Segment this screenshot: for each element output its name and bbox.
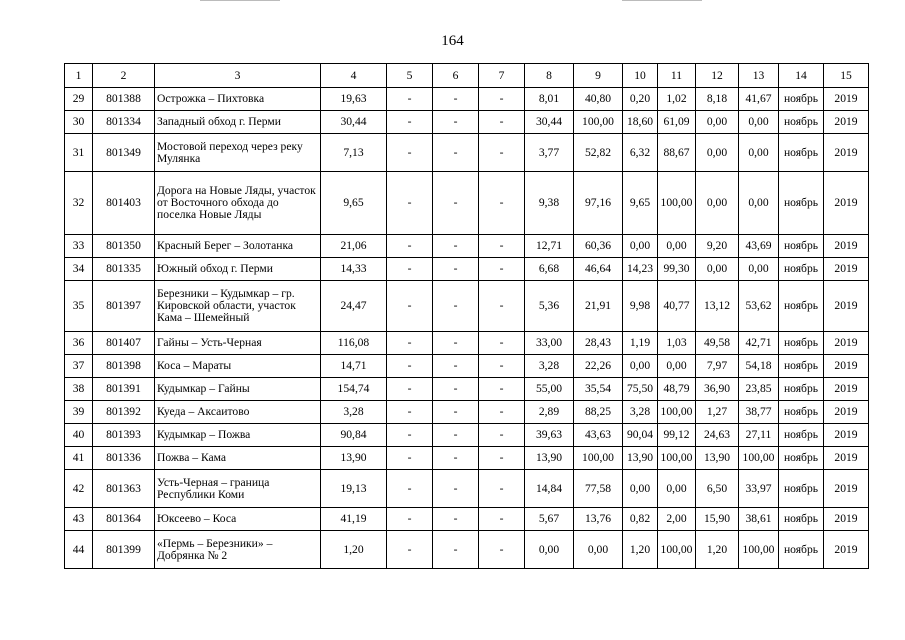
table-cell: - bbox=[387, 470, 433, 508]
table-cell: - bbox=[479, 447, 525, 470]
table-cell: 2019 bbox=[824, 172, 869, 235]
table-cell: 801407 bbox=[93, 332, 155, 355]
column-header: 1 bbox=[65, 64, 93, 88]
table-cell: ноябрь bbox=[779, 508, 824, 531]
table-cell: 13,90 bbox=[623, 447, 658, 470]
table-cell: - bbox=[433, 508, 479, 531]
table-cell: - bbox=[387, 332, 433, 355]
table-cell: 3,28 bbox=[623, 401, 658, 424]
table-cell: 9,38 bbox=[525, 172, 574, 235]
table-cell: 35 bbox=[65, 281, 93, 332]
table-cell: 90,84 bbox=[321, 424, 387, 447]
page-number: 164 bbox=[441, 33, 464, 49]
table-cell: 2019 bbox=[824, 447, 869, 470]
table-cell: 0,00 bbox=[658, 235, 696, 258]
table-cell: 36 bbox=[65, 332, 93, 355]
table-cell: 60,36 bbox=[574, 235, 623, 258]
table-cell: ноябрь bbox=[779, 258, 824, 281]
table-cell: 30 bbox=[65, 111, 93, 134]
table-cell: 8,01 bbox=[525, 88, 574, 111]
table-cell: - bbox=[433, 378, 479, 401]
table-row bbox=[65, 258, 869, 281]
table-row bbox=[65, 378, 869, 401]
table-cell: - bbox=[387, 401, 433, 424]
table-cell: 99,12 bbox=[658, 424, 696, 447]
table-cell: 13,90 bbox=[321, 447, 387, 470]
table-cell: 0,00 bbox=[658, 470, 696, 508]
table-cell: 23,85 bbox=[739, 378, 779, 401]
table-cell: 41,19 bbox=[321, 508, 387, 531]
table-cell: - bbox=[479, 235, 525, 258]
table-cell: - bbox=[479, 88, 525, 111]
table-row bbox=[65, 111, 869, 134]
table-cell: 2019 bbox=[824, 401, 869, 424]
table-cell: 24,63 bbox=[696, 424, 739, 447]
column-header: 4 bbox=[321, 64, 387, 88]
table-cell: 1,19 bbox=[623, 332, 658, 355]
table-cell: 100,00 bbox=[739, 447, 779, 470]
road-name-cell: Дорога на Новые Ляды, участок от Восточного обхода до поселка Новые Ляды bbox=[155, 172, 321, 235]
table-cell: 40,80 bbox=[574, 88, 623, 111]
table-cell: 0,00 bbox=[696, 172, 739, 235]
table-cell: 88,25 bbox=[574, 401, 623, 424]
table-cell: 75,50 bbox=[623, 378, 658, 401]
table-cell: 0,00 bbox=[623, 235, 658, 258]
table-cell: - bbox=[387, 447, 433, 470]
table-cell: 15,90 bbox=[696, 508, 739, 531]
road-name-cell: Южный обход г. Перми bbox=[155, 258, 321, 281]
table-cell: 99,30 bbox=[658, 258, 696, 281]
table-cell: 1,20 bbox=[696, 531, 739, 569]
table-cell: 2019 bbox=[824, 88, 869, 111]
column-header: 14 bbox=[779, 64, 824, 88]
table-cell: ноябрь bbox=[779, 172, 824, 235]
table-cell: 77,58 bbox=[574, 470, 623, 508]
table-cell: 43 bbox=[65, 508, 93, 531]
column-header: 11 bbox=[658, 64, 696, 88]
table-cell: 100,00 bbox=[658, 401, 696, 424]
table-cell: - bbox=[479, 111, 525, 134]
table-cell: 2019 bbox=[824, 508, 869, 531]
table-cell: 2019 bbox=[824, 281, 869, 332]
table-cell: 0,82 bbox=[623, 508, 658, 531]
table-cell: 2019 bbox=[824, 332, 869, 355]
table-cell: - bbox=[433, 88, 479, 111]
table-cell: 18,60 bbox=[623, 111, 658, 134]
table-cell: 2019 bbox=[824, 258, 869, 281]
table-cell: - bbox=[479, 172, 525, 235]
table-cell: 14,33 bbox=[321, 258, 387, 281]
table-cell: 14,84 bbox=[525, 470, 574, 508]
table-cell: 801336 bbox=[93, 447, 155, 470]
road-name-cell: Кудымкар – Гайны bbox=[155, 378, 321, 401]
table-row bbox=[65, 447, 869, 470]
table-cell: 24,47 bbox=[321, 281, 387, 332]
table-cell: - bbox=[433, 447, 479, 470]
table-row bbox=[65, 355, 869, 378]
column-header: 10 bbox=[623, 64, 658, 88]
column-header: 5 bbox=[387, 64, 433, 88]
table-cell: - bbox=[479, 281, 525, 332]
table-cell: 49,58 bbox=[696, 332, 739, 355]
table-cell: 0,00 bbox=[696, 258, 739, 281]
table-cell: 21,06 bbox=[321, 235, 387, 258]
table-cell: 43,63 bbox=[574, 424, 623, 447]
table-cell: 32 bbox=[65, 172, 93, 235]
table-cell: - bbox=[479, 470, 525, 508]
table-cell: 39 bbox=[65, 401, 93, 424]
table-cell: 2,00 bbox=[658, 508, 696, 531]
table-cell: 0,00 bbox=[574, 531, 623, 569]
column-header: 15 bbox=[824, 64, 869, 88]
table-cell: 0,00 bbox=[739, 134, 779, 172]
table-row bbox=[65, 134, 869, 172]
table-cell: 19,13 bbox=[321, 470, 387, 508]
table-cell: 33 bbox=[65, 235, 93, 258]
table-cell: 0,00 bbox=[739, 172, 779, 235]
column-header: 2 bbox=[93, 64, 155, 88]
table-cell: - bbox=[433, 111, 479, 134]
top-rule-right bbox=[622, 0, 702, 1]
road-name-cell: Гайны – Усть-Черная bbox=[155, 332, 321, 355]
table-cell: ноябрь bbox=[779, 531, 824, 569]
table-cell: 0,00 bbox=[525, 531, 574, 569]
table-cell: 52,82 bbox=[574, 134, 623, 172]
table-cell: 3,28 bbox=[525, 355, 574, 378]
table-cell: 41,67 bbox=[739, 88, 779, 111]
table-cell: 801363 bbox=[93, 470, 155, 508]
table-cell: 801398 bbox=[93, 355, 155, 378]
table-cell: - bbox=[387, 258, 433, 281]
table-cell: 0,00 bbox=[739, 111, 779, 134]
table-cell: - bbox=[433, 258, 479, 281]
table-cell: 19,63 bbox=[321, 88, 387, 111]
table-cell: 12,71 bbox=[525, 235, 574, 258]
table-cell: 801393 bbox=[93, 424, 155, 447]
table-row bbox=[65, 235, 869, 258]
table-cell: - bbox=[479, 508, 525, 531]
table-cell: 39,63 bbox=[525, 424, 574, 447]
road-name-cell: «Пермь – Березники» – Добрянка № 2 bbox=[155, 531, 321, 569]
table-cell: 42 bbox=[65, 470, 93, 508]
table-cell: - bbox=[479, 355, 525, 378]
table-cell: - bbox=[433, 355, 479, 378]
table-cell: 97,16 bbox=[574, 172, 623, 235]
table-cell: 90,04 bbox=[623, 424, 658, 447]
table-cell: - bbox=[387, 111, 433, 134]
table-cell: 37 bbox=[65, 355, 93, 378]
table-cell: 13,12 bbox=[696, 281, 739, 332]
table-cell: ноябрь bbox=[779, 332, 824, 355]
table-cell: 8,18 bbox=[696, 88, 739, 111]
road-name-cell: Куеда – Аксаитово bbox=[155, 401, 321, 424]
table-row bbox=[65, 470, 869, 508]
table-cell: 38,61 bbox=[739, 508, 779, 531]
table-cell: 31 bbox=[65, 134, 93, 172]
table-cell: 6,50 bbox=[696, 470, 739, 508]
table-cell: 28,43 bbox=[574, 332, 623, 355]
road-name-cell: Березники – Кудымкар – гр. Кировской области, участок Кама – Шемейный bbox=[155, 281, 321, 332]
table-cell: 6,32 bbox=[623, 134, 658, 172]
table-cell: - bbox=[433, 134, 479, 172]
table-row bbox=[65, 332, 869, 355]
table-cell: - bbox=[433, 235, 479, 258]
table-cell: 3,28 bbox=[321, 401, 387, 424]
table-cell: 100,00 bbox=[658, 531, 696, 569]
table-cell: 13,90 bbox=[696, 447, 739, 470]
table-cell: 14,23 bbox=[623, 258, 658, 281]
table-cell: 38 bbox=[65, 378, 93, 401]
table-cell: 2019 bbox=[824, 378, 869, 401]
table-cell: 100,00 bbox=[658, 172, 696, 235]
table-cell: 801397 bbox=[93, 281, 155, 332]
table-cell: 2019 bbox=[824, 134, 869, 172]
table-cell: 0,00 bbox=[623, 355, 658, 378]
table-cell: 13,90 bbox=[525, 447, 574, 470]
road-name-cell: Кудымкар – Пожва bbox=[155, 424, 321, 447]
table-cell: 21,91 bbox=[574, 281, 623, 332]
table-cell: - bbox=[387, 281, 433, 332]
table-cell: - bbox=[479, 134, 525, 172]
table-cell: 0,20 bbox=[623, 88, 658, 111]
table-cell: 100,00 bbox=[574, 111, 623, 134]
table-cell: - bbox=[479, 401, 525, 424]
table-cell: 35,54 bbox=[574, 378, 623, 401]
table-cell: 2019 bbox=[824, 424, 869, 447]
table-cell: 9,65 bbox=[321, 172, 387, 235]
table-cell: 9,20 bbox=[696, 235, 739, 258]
table-cell: 0,00 bbox=[696, 134, 739, 172]
table-cell: 801349 bbox=[93, 134, 155, 172]
table-cell: ноябрь bbox=[779, 355, 824, 378]
table-row bbox=[65, 508, 869, 531]
table-cell: 1,20 bbox=[321, 531, 387, 569]
table-row bbox=[65, 172, 869, 235]
table-cell: ноябрь bbox=[779, 424, 824, 447]
table-cell: 801391 bbox=[93, 378, 155, 401]
table-row bbox=[65, 401, 869, 424]
table-cell: ноябрь bbox=[779, 378, 824, 401]
table-cell: ноябрь bbox=[779, 447, 824, 470]
table-cell: ноябрь bbox=[779, 470, 824, 508]
table-cell: - bbox=[387, 531, 433, 569]
table-cell: 2,89 bbox=[525, 401, 574, 424]
table-cell: - bbox=[479, 332, 525, 355]
table-cell: - bbox=[479, 531, 525, 569]
table-cell: ноябрь bbox=[779, 401, 824, 424]
table-cell: 38,77 bbox=[739, 401, 779, 424]
table-cell: - bbox=[387, 235, 433, 258]
table-cell: - bbox=[433, 424, 479, 447]
table-cell: - bbox=[433, 332, 479, 355]
table-cell: ноябрь bbox=[779, 235, 824, 258]
table-cell: 0,00 bbox=[696, 111, 739, 134]
table-cell: 29 bbox=[65, 88, 93, 111]
table-cell: 42,71 bbox=[739, 332, 779, 355]
table-cell: 36,90 bbox=[696, 378, 739, 401]
table-cell: ноябрь bbox=[779, 134, 824, 172]
top-rule-left bbox=[200, 0, 280, 1]
table-cell: 14,71 bbox=[321, 355, 387, 378]
table-row bbox=[65, 424, 869, 447]
table-cell: 9,98 bbox=[623, 281, 658, 332]
table-cell: 801350 bbox=[93, 235, 155, 258]
table-cell: 1,20 bbox=[623, 531, 658, 569]
table-cell: - bbox=[479, 378, 525, 401]
table-cell: ноябрь bbox=[779, 281, 824, 332]
table-cell: 801392 bbox=[93, 401, 155, 424]
table-cell: - bbox=[387, 355, 433, 378]
table-cell: 6,68 bbox=[525, 258, 574, 281]
table-cell: 7,13 bbox=[321, 134, 387, 172]
table-row bbox=[65, 531, 869, 569]
table-cell: 5,36 bbox=[525, 281, 574, 332]
table-cell: 55,00 bbox=[525, 378, 574, 401]
column-header: 13 bbox=[739, 64, 779, 88]
table-cell: 1,27 bbox=[696, 401, 739, 424]
table-cell: 801399 bbox=[93, 531, 155, 569]
table-cell: 30,44 bbox=[525, 111, 574, 134]
table-cell: 100,00 bbox=[574, 447, 623, 470]
table-cell: 0,00 bbox=[739, 258, 779, 281]
road-name-cell: Усть-Черная – граница Республики Коми bbox=[155, 470, 321, 508]
table-cell: - bbox=[433, 531, 479, 569]
table-cell: - bbox=[387, 172, 433, 235]
road-name-cell: Юксеево – Коса bbox=[155, 508, 321, 531]
table-cell: 7,97 bbox=[696, 355, 739, 378]
table-row bbox=[65, 281, 869, 332]
table-cell: 0,00 bbox=[623, 470, 658, 508]
table-cell: 33,97 bbox=[739, 470, 779, 508]
table-cell: 46,64 bbox=[574, 258, 623, 281]
table-cell: - bbox=[387, 424, 433, 447]
table-cell: 801388 bbox=[93, 88, 155, 111]
table-cell: 34 bbox=[65, 258, 93, 281]
table-cell: 54,18 bbox=[739, 355, 779, 378]
table-cell: 1,02 bbox=[658, 88, 696, 111]
road-name-cell: Пожва – Кама bbox=[155, 447, 321, 470]
column-header: 8 bbox=[525, 64, 574, 88]
table-cell: 40,77 bbox=[658, 281, 696, 332]
table-cell: 22,26 bbox=[574, 355, 623, 378]
table-cell: 3,77 bbox=[525, 134, 574, 172]
road-name-cell: Острожка – Пихтовка bbox=[155, 88, 321, 111]
table-cell: - bbox=[387, 134, 433, 172]
table-cell: ноябрь bbox=[779, 111, 824, 134]
table-cell: 801334 bbox=[93, 111, 155, 134]
table-cell: - bbox=[387, 378, 433, 401]
table-cell: 53,62 bbox=[739, 281, 779, 332]
table-cell: 2019 bbox=[824, 531, 869, 569]
table-cell: - bbox=[479, 258, 525, 281]
table-cell: - bbox=[433, 281, 479, 332]
table-cell: 61,09 bbox=[658, 111, 696, 134]
table-cell: 801364 bbox=[93, 508, 155, 531]
table-cell: ноябрь bbox=[779, 88, 824, 111]
column-header: 12 bbox=[696, 64, 739, 88]
table-cell: 154,74 bbox=[321, 378, 387, 401]
table-cell: 2019 bbox=[824, 355, 869, 378]
table-cell: 41 bbox=[65, 447, 93, 470]
table-cell: 2019 bbox=[824, 111, 869, 134]
table-cell: 13,76 bbox=[574, 508, 623, 531]
roads-table bbox=[64, 63, 869, 569]
table-cell: 27,11 bbox=[739, 424, 779, 447]
column-header: 3 bbox=[155, 64, 321, 88]
table-body bbox=[65, 64, 869, 569]
table-cell: 48,79 bbox=[658, 378, 696, 401]
table-cell: 100,00 bbox=[739, 531, 779, 569]
table-cell: 43,69 bbox=[739, 235, 779, 258]
column-header: 7 bbox=[479, 64, 525, 88]
table-cell: 9,65 bbox=[623, 172, 658, 235]
table-row bbox=[65, 88, 869, 111]
header-row bbox=[65, 64, 869, 88]
table-cell: - bbox=[433, 470, 479, 508]
table-cell: 2019 bbox=[824, 235, 869, 258]
table-cell: 116,08 bbox=[321, 332, 387, 355]
table-cell: 100,00 bbox=[658, 447, 696, 470]
table-cell: 40 bbox=[65, 424, 93, 447]
table-cell: 88,67 bbox=[658, 134, 696, 172]
table-cell: 44 bbox=[65, 531, 93, 569]
column-header: 9 bbox=[574, 64, 623, 88]
table-cell: 2019 bbox=[824, 470, 869, 508]
table-cell: - bbox=[387, 88, 433, 111]
road-name-cell: Западный обход г. Перми bbox=[155, 111, 321, 134]
table-cell: - bbox=[479, 424, 525, 447]
table-cell: 1,03 bbox=[658, 332, 696, 355]
road-name-cell: Мостовой переход через реку Мулянка bbox=[155, 134, 321, 172]
table-cell: 801335 bbox=[93, 258, 155, 281]
table-cell: 0,00 bbox=[658, 355, 696, 378]
table-cell: - bbox=[433, 172, 479, 235]
table-cell: 33,00 bbox=[525, 332, 574, 355]
road-name-cell: Красный Берег – Золотанка bbox=[155, 235, 321, 258]
table-cell: 801403 bbox=[93, 172, 155, 235]
column-header: 6 bbox=[433, 64, 479, 88]
table-cell: 5,67 bbox=[525, 508, 574, 531]
table-cell: - bbox=[387, 508, 433, 531]
table-cell: - bbox=[433, 401, 479, 424]
table-cell: 30,44 bbox=[321, 111, 387, 134]
road-name-cell: Коса – Мараты bbox=[155, 355, 321, 378]
